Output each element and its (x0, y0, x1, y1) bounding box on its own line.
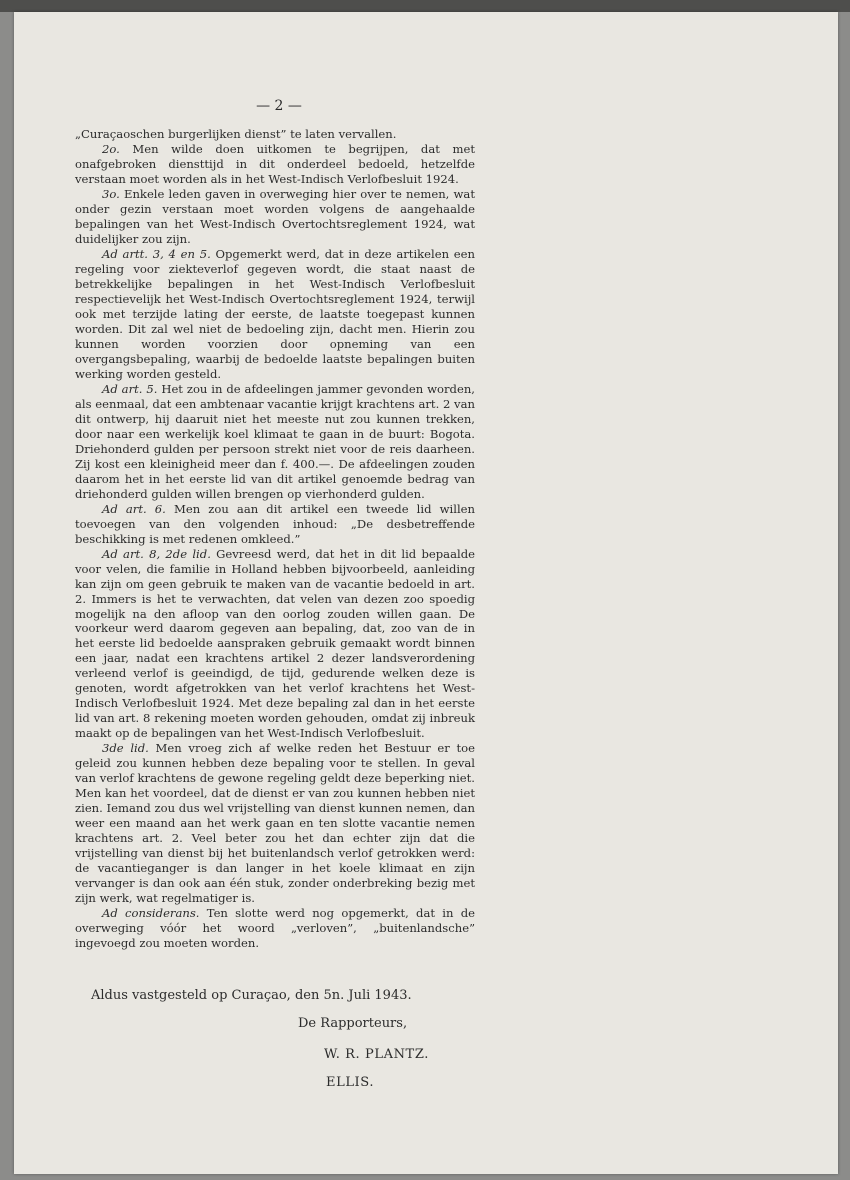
paragraph-3: Ad artt. 3, 4 en 5. Opgemerkt werd, dat in deze artikelen een regeling voor ziekteverlof gegeven wordt, die staat naast de betrekkelijke bepalingen in het West-Indisch Verlofbesluit respectievelijk het West-Indisch Overtochtsreglement 1924, terwijl ook met terzijde lating der eerste, de laatste toegepast kunnen worden. Dit zal wel niet de bedoeling zijn, dacht men. Hierin zou kunnen worden voorzien door opneming van een overgangsbepaling, waarbij de bedoelde laatste bepalingen buiten werking worden gesteld. (75, 246, 475, 381)
paragraph-6: Ad art. 8, 2de lid. Gevreesd werd, dat het in dit lid bepaalde voor velen, die familie in Holland hebben bijvoorbeeld, aanleiding kan zijn om geen gebruik te maken van de vacantie bedoeld in art. 2. Immers is het te verwachten, dat velen van dezen zoo spoedig mogelijk na den afloop van den oorlog zouden willen gaan. De voorkeur werd daarom gegeven aan bepaling, dat, zoo van de in het eerste lid bedoelde aanspraken gebruik gemaakt wordt binnen een jaar, nadat een krachtens artikel 2 dezer landsverordening verleend verlof is geeindigd, de tijd, gedurende welken deze is genoten, wordt afgetrokken van het verlof krachtens het West-Indisch Verlofbesluit 1924. Met deze bepaling zal dan in het eerste lid van art. 8 rekening moeten worden gehouden, omdat zij inbreuk maakt op de bepalingen van het West-Indisch Verlofbesluit. (75, 546, 475, 741)
paragraph-2: 3o. Enkele leden gaven in overweging hier over te nemen, wat onder gezin verstaan moet worden volgens de aangehaalde bepalingen van het West-Indisch Overtochtsreglement 1924, wat duidelijker zou zijn. (75, 186, 475, 246)
closing-line: Aldus vastgesteld op Curaçao, den 5n. Juli 1943. (91, 988, 412, 1003)
document-page (14, 12, 838, 1174)
rapporteurs-label: De Rapporteurs, (298, 1016, 408, 1031)
paragraph-7: 3de lid. Men vroeg zich af welke reden het Bestuur er toe geleid zou kunnen hebben deze bepaling voor te stellen. In geval van verlof krachtens de gewone regeling geldt deze beperking niet. Men kan het voordeel, dat de dienst er van zou kunnen hebben niet zien. Iemand zou dus wel vrijstelling van dienst kunnen nemen, dan weer een maand aan het werk gaan en ten slotte vacantie nemen krachtens art. 2. Veel beter zou het dan echter zijn dat die vrijstelling van dienst bij het buitenlandsch verlof getrokken werd: de vacantieganger is dan langer in het koele klimaat en zijn vervanger is dan ook aan één stuk, zonder onderbreking bezig met zijn werk, wat regelmatiger is. (75, 741, 475, 906)
paragraph-4: Ad art. 5. Het zou in de afdeelingen jammer gevonden worden, als eenmaal, dat een ambtenaar vacantie krijgt krachtens art. 2 van dit ontwerp, hij daaruit niet het meeste nut zou kunnen trekken, door naar een werkelijk koel klimaat te gaan in de buurt: Bogota. Driehonderd gulden per persoon strekt niet voor de reis daarheen. Zij kost een kleinigheid meer dan f. 400.—. De afdeelingen zouden daarom het in het eerste lid van dit artikel genoemde bedrag van driehonderd gulden willen brengen op vierhonderd gulden. (75, 381, 475, 501)
signatory-plantz: W. R. PLANTZ. (324, 1047, 429, 1062)
signatory-ellis: ELLIS. (326, 1075, 375, 1090)
report-body (75, 127, 475, 951)
page-number: — 2 — (256, 98, 302, 114)
paragraph-0: „Curaçaoschen burgerlijken dienst” te laten vervallen. (75, 127, 397, 141)
paragraph-1: 2o. Men wilde doen uitkomen te begrijpen, dat met onafgebroken diensttijd in dit onderdeel bedoeld, hetzelfde verstaan moet worden als in het West-Indisch Verlofbesluit 1924. (75, 141, 475, 186)
paragraph-5: Ad art. 6. Men zou aan dit artikel een tweede lid willen toevoegen van den volgenden inhoud: „De desbetreffende beschikking is met redenen omkleed.” (75, 501, 475, 546)
paragraph-8: Ad considerans. Ten slotte werd nog opgemerkt, dat in de overweging vóór het woord „verloven”, „buitenlandsche” ingevoegd zou moeten worden. (75, 906, 475, 951)
scan-border (0, 0, 850, 12)
